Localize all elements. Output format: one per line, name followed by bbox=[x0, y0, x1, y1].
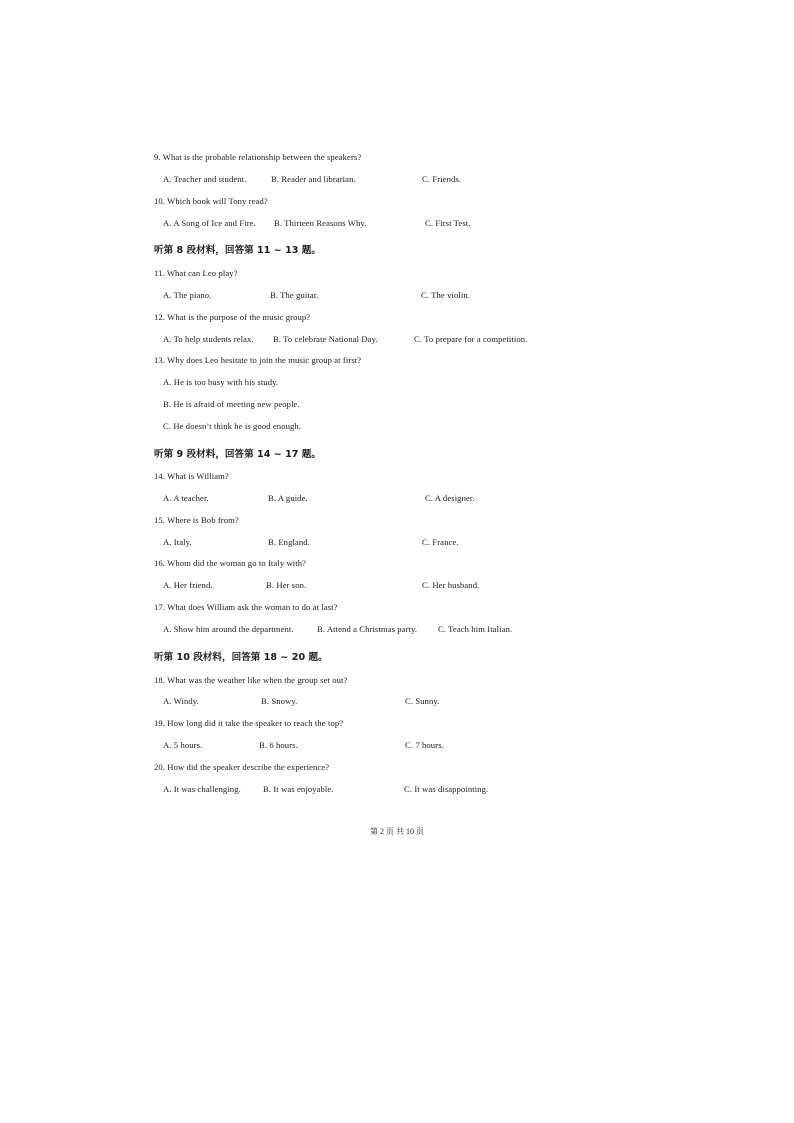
option-12a: A. To help students relax. bbox=[163, 334, 254, 344]
section-heading-10: 听第 10 段材料，回答第 18 ~ 20 题。 bbox=[154, 652, 328, 663]
option-10a: A. A Song of Ice and Fire. bbox=[163, 218, 256, 228]
question-12: 12. What is the purpose of the music group? bbox=[154, 312, 311, 322]
question-17: 17. What does William ask the woman to do at last? bbox=[154, 602, 338, 612]
option-17b: B. Attend a Christmas party. bbox=[317, 624, 418, 634]
option-10c: C. First Test. bbox=[425, 218, 471, 228]
option-12b: B. To celebrate National Day. bbox=[273, 334, 378, 344]
question-13: 13. Why does Leo hesitate to join the music group at first? bbox=[154, 355, 362, 365]
question-11: 11. What can Leo play? bbox=[154, 268, 238, 278]
option-16b: B. Her son. bbox=[266, 580, 307, 590]
section-heading-9: 听第 9 段材料，回答第 14 ~ 17 题。 bbox=[154, 449, 321, 460]
option-14c: C. A designer. bbox=[425, 493, 475, 503]
option-17a: A. Show him around the department. bbox=[163, 624, 294, 634]
question-9: 9. What is the probable relationship between the speakers? bbox=[154, 152, 362, 162]
option-16c: C. Her husband. bbox=[422, 580, 480, 590]
option-14a: A. A teacher. bbox=[163, 493, 209, 503]
option-15c: C. France. bbox=[422, 537, 459, 547]
question-10: 10. Which book will Tony read? bbox=[154, 196, 268, 206]
option-11a: A. The piano. bbox=[163, 290, 212, 300]
option-16a: A. Her friend. bbox=[163, 580, 213, 590]
question-18: 18. What was the weather like when the group set out? bbox=[154, 675, 348, 685]
option-9c: C. Friends. bbox=[422, 174, 462, 184]
option-20c: C. It was disappointing. bbox=[404, 784, 489, 794]
option-9a: A. Teacher and student. bbox=[163, 174, 247, 184]
option-15a: A. Italy. bbox=[163, 537, 192, 547]
question-19: 19. How long did it take the speaker to reach the top? bbox=[154, 718, 344, 728]
question-20: 20. How did the speaker describe the experience? bbox=[154, 762, 330, 772]
option-10b: B. Thirteen Reasons Why. bbox=[274, 218, 367, 228]
option-18b: B. Snowy. bbox=[261, 696, 298, 706]
option-20b: B. It was enjoyable. bbox=[263, 784, 334, 794]
option-13c: C. He doesn’t think he is good enough. bbox=[163, 421, 302, 431]
option-13a: A. He is too busy with his study. bbox=[163, 377, 279, 387]
section-heading-8: 听第 8 段材料，回答第 11 ~ 13 题。 bbox=[154, 245, 321, 256]
option-11b: B. The guitar. bbox=[270, 290, 319, 300]
page-number-footer: 第 2 页 共 10 页 bbox=[370, 827, 424, 836]
option-19c: C. 7 hours. bbox=[405, 740, 444, 750]
option-20a: A. It was challenging. bbox=[163, 784, 241, 794]
option-17c: C. Teach him Italian. bbox=[438, 624, 513, 634]
option-14b: B. A guide. bbox=[268, 493, 308, 503]
option-12c: C. To prepare for a competition. bbox=[414, 334, 528, 344]
question-15: 15. Where is Bob from? bbox=[154, 515, 239, 525]
option-19b: B. 6 hours. bbox=[259, 740, 298, 750]
option-19a: A. 5 hours. bbox=[163, 740, 203, 750]
option-15b: B. England. bbox=[268, 537, 310, 547]
question-16: 16. Whom did the woman go to Italy with? bbox=[154, 558, 307, 568]
option-18a: A. Windy. bbox=[163, 696, 199, 706]
option-11c: C. The violin. bbox=[421, 290, 470, 300]
question-14: 14. What is William? bbox=[154, 471, 229, 481]
option-9b: B. Reader and librarian. bbox=[271, 174, 356, 184]
option-13b: B. He is afraid of meeting new people. bbox=[163, 399, 300, 409]
option-18c: C. Sunny. bbox=[405, 696, 440, 706]
